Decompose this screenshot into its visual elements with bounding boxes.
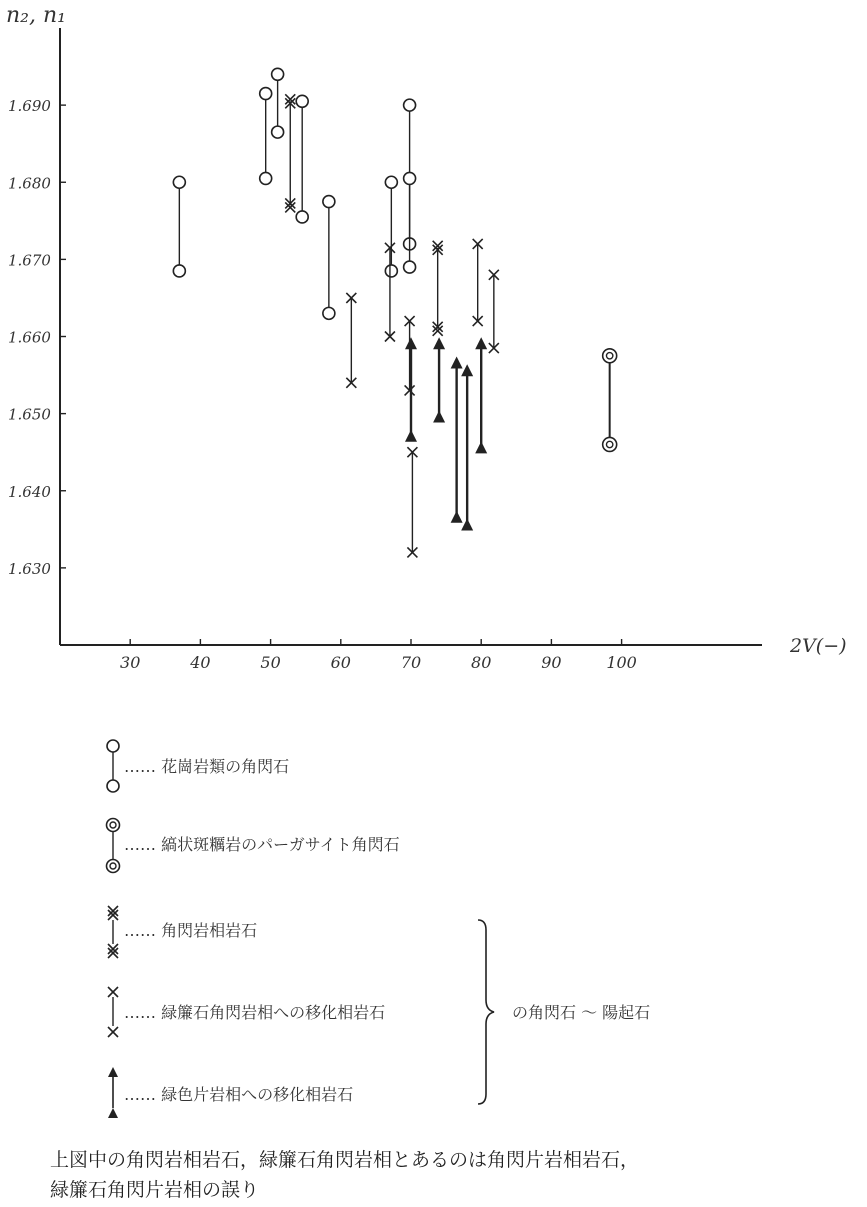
legend-cross-icon <box>108 1027 118 1037</box>
circle-point <box>296 95 308 107</box>
data-pair <box>473 239 483 326</box>
circle-point <box>260 172 272 184</box>
x-tick-label: 40 <box>190 653 211 672</box>
data-pair <box>385 176 397 277</box>
data-pair <box>323 196 335 320</box>
legend-label: …… 緑色片岩相への移化相岩石 <box>124 1085 354 1104</box>
legend-label: …… 角閃岩相岩石 <box>124 921 258 940</box>
legend-double-circle-icon <box>107 860 120 873</box>
data-pair <box>296 95 308 223</box>
triangle-point <box>433 337 445 349</box>
legend-triangle-icon <box>108 1108 118 1118</box>
circle-point <box>323 307 335 319</box>
x-tick-label: 70 <box>400 653 422 672</box>
legend-item-epidote-amphibolite <box>108 987 385 1037</box>
data-pair <box>285 94 295 212</box>
data-pair <box>489 270 499 353</box>
x-tick-group <box>120 639 637 672</box>
legend-double-circle-icon <box>107 819 120 832</box>
data-pair <box>451 356 463 522</box>
x-tick-label: 60 <box>330 653 351 672</box>
legend-cross-icon <box>108 987 118 997</box>
y-tick-group <box>8 97 66 578</box>
y-tick-label: 1.630 <box>8 559 51 578</box>
double-circle-point <box>603 437 617 451</box>
data-pair <box>433 337 445 422</box>
triangle-point <box>433 410 445 422</box>
caption <box>50 1145 850 1205</box>
circle-point <box>385 176 397 188</box>
circle-point <box>323 196 335 208</box>
x-tick-label: 90 <box>541 653 562 672</box>
data-pair <box>260 88 272 185</box>
double-circle-point <box>603 349 617 363</box>
legend-item-greenschist <box>108 1067 353 1118</box>
legend-double-cross-icon <box>108 906 118 920</box>
legend-label: …… 縞状斑糲岩のパーガサイト角閃石 <box>124 835 400 854</box>
legend-circle-icon <box>107 740 119 752</box>
legend-triangle-icon <box>108 1067 118 1077</box>
circle-point <box>272 68 284 80</box>
data-pair <box>475 337 487 453</box>
legend-item-pargasite <box>107 819 400 873</box>
legend-label: …… 花崗岩類の角閃石 <box>124 757 290 776</box>
triangle-point <box>475 441 487 453</box>
caption-line-1: 上図中の角閃岩相岩石，緑簾石角閃岩相とあるのは角閃片岩相岩石， <box>50 1149 640 1171</box>
data-pair <box>173 176 185 277</box>
legend-circle-icon <box>107 780 119 792</box>
data-pair <box>433 241 443 336</box>
x-tick-label: 80 <box>471 653 492 672</box>
circle-point <box>173 265 185 277</box>
legend-item-amphibolite <box>108 906 257 958</box>
triangle-point <box>451 511 463 523</box>
x-tick-label: 100 <box>606 653 637 672</box>
data-pair <box>405 316 415 395</box>
data-marks <box>173 68 616 557</box>
circle-point <box>296 211 308 223</box>
circle-point <box>404 172 416 184</box>
y-tick-label: 1.650 <box>8 405 51 424</box>
data-pair <box>405 337 417 442</box>
y-axis-label: n₂, n₁ <box>6 3 66 28</box>
triangle-point <box>461 364 473 376</box>
y-tick-label: 1.640 <box>8 482 51 501</box>
x-tick-label: 50 <box>260 653 281 672</box>
triangle-point <box>461 518 473 530</box>
data-pair <box>404 172 416 273</box>
triangle-point <box>451 356 463 368</box>
legend <box>107 740 651 1118</box>
caption-line-2: 緑簾石角閃片岩相の誤り <box>50 1179 260 1201</box>
triangle-point <box>405 430 417 442</box>
data-pair <box>407 447 417 557</box>
triangle-point <box>475 337 487 349</box>
x-tick-label: 30 <box>120 653 141 672</box>
legend-brace <box>478 920 494 1104</box>
circle-point <box>260 88 272 100</box>
legend-item-granite <box>107 740 289 792</box>
y-tick-label: 1.660 <box>8 328 51 347</box>
y-tick-label: 1.670 <box>8 251 51 270</box>
circle-point <box>404 99 416 111</box>
y-tick-label: 1.690 <box>8 97 51 116</box>
data-pair <box>461 364 473 530</box>
x-axis-label: 2V(−) <box>790 635 847 657</box>
y-tick-label: 1.680 <box>8 174 51 193</box>
circle-point <box>272 126 284 138</box>
circle-point <box>385 265 397 277</box>
legend-label: …… 緑簾石角閃岩相への移化相岩石 <box>124 1003 386 1022</box>
legend-double-cross-icon <box>108 944 118 958</box>
triangle-point <box>405 337 417 349</box>
circle-point <box>404 261 416 273</box>
circle-point <box>173 176 185 188</box>
data-pair <box>346 293 356 388</box>
data-pair <box>385 243 395 342</box>
data-pair <box>272 68 284 138</box>
legend-group-label: の角閃石 〜 陽起石 <box>512 1003 651 1022</box>
data-pair <box>603 349 617 452</box>
